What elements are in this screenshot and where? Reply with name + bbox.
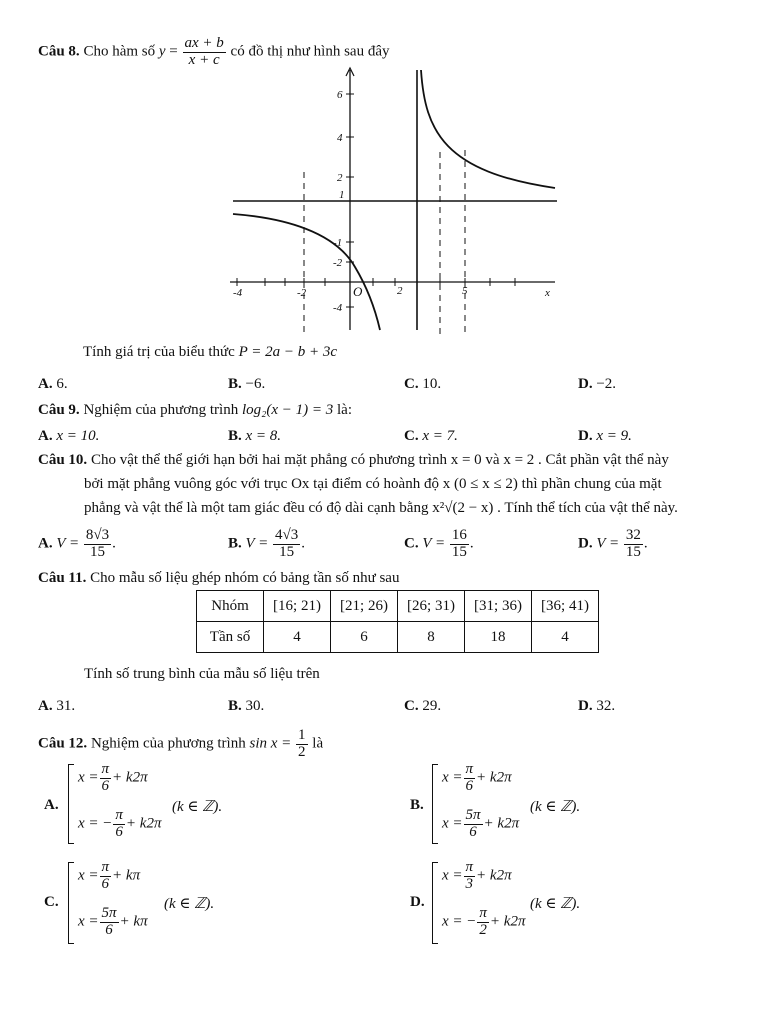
q11-option-c[interactable]: C. 29. — [404, 698, 442, 714]
q8-num: ax + b — [184, 35, 224, 51]
y-label-neg1: -1 — [333, 237, 343, 249]
q8-fraction — [183, 36, 226, 69]
q10-text1: Cho vật thể thể giới hạn bởi hai mặt phẳng có phương trình x = 0 và x = 2 . Cắt phần vật thể này — [90, 452, 669, 468]
q12-text: Nghiệm của phương trình — [90, 735, 246, 752]
q11-text: Cho mẫu số liệu ghép nhóm có bảng tần số như sau — [90, 570, 400, 586]
q8-prompt — [83, 344, 337, 361]
q8-option-a[interactable]: A. 6. — [38, 376, 68, 392]
q11-option-a[interactable]: A. 31. — [38, 698, 76, 714]
graph-branch-left — [233, 214, 380, 330]
q12-label: Câu 12. — [38, 735, 88, 752]
q9-option-d[interactable]: D. x = 9. — [578, 428, 632, 444]
table-cell: [26; 31) — [398, 591, 465, 622]
table-cell: Tần số — [197, 622, 264, 653]
q12-expr: sin x = — [249, 735, 292, 752]
q12-suffix: là — [312, 735, 324, 752]
q8-eq: = — [169, 43, 178, 60]
q10-option-b[interactable]: B. V = $\frac{4√3}{15}$ . — [228, 527, 306, 560]
table-cell: [16; 21) — [264, 591, 331, 622]
q8-den: x + c — [188, 51, 220, 68]
table-cell: 8 — [398, 622, 465, 653]
q9-text: Nghiệm của phương trình — [83, 402, 239, 418]
y-label-4: 4 — [337, 132, 343, 144]
q10-line1 — [38, 452, 669, 469]
q11-stem — [38, 570, 399, 587]
y-label-6: 6 — [337, 89, 343, 101]
x-label-neg2: -2 — [297, 287, 307, 299]
q9-option-a[interactable]: A. x = 10. — [38, 428, 100, 444]
q11-prompt: Tính số trung bình của mẫu số liệu trên — [84, 666, 320, 682]
table-cell: [36; 41) — [532, 591, 599, 622]
table-cell: [31; 36) — [465, 591, 532, 622]
y-label-1: 1 — [339, 189, 345, 201]
origin-label: O — [353, 284, 363, 299]
table-cell: [21; 26) — [331, 591, 398, 622]
q8-text1: Cho hàm số — [83, 43, 156, 60]
q10-option-d[interactable]: D. V = $\frac{32}{15}$ . — [578, 527, 648, 560]
q8-option-b[interactable]: B. −6. — [228, 376, 266, 392]
table-cell: 6 — [331, 622, 398, 653]
q12-stem: Câu 12. Nghiệm của phương trình sin x = $\frac{1}{2}$ là — [38, 727, 324, 760]
q11-option-d[interactable]: D. 32. — [578, 698, 616, 714]
q9-expr: log₂(x − 1) = 3 — [241, 402, 334, 418]
x-label-5: 5 — [462, 285, 468, 297]
q11-option-b[interactable]: B. 30. — [228, 698, 265, 714]
table-cell: 18 — [465, 622, 532, 653]
graph-branch-right — [421, 70, 555, 188]
table-row — [197, 591, 599, 622]
q8-graph — [225, 62, 565, 334]
q10-option-a[interactable]: A. V = $\frac{8√3}{15}$ . — [38, 527, 116, 560]
q9-suffix: là: — [337, 402, 353, 418]
table-cell: 4 — [264, 622, 331, 653]
x-label-2: 2 — [397, 285, 403, 297]
q8-prompt-expr: P = 2a − b + 3c — [238, 344, 338, 360]
table-cell: Nhóm — [197, 591, 264, 622]
y-label-neg2: -2 — [333, 257, 343, 269]
y-label-neg4: -4 — [333, 302, 343, 314]
q10-option-c[interactable]: C. V = $\frac{16}{15}$ . — [404, 527, 474, 560]
q9-option-c[interactable]: C. x = 7. — [404, 428, 458, 444]
table-row — [197, 622, 599, 653]
q11-label: Câu 11. — [38, 570, 87, 586]
x-label-neg4: -4 — [233, 287, 243, 299]
q10-line3: phẳng và vật thể là một tam giác đều có độ dài cạnh bằng x²√(2 − x) . Tính thể tích của vật thể này. — [84, 500, 678, 516]
q10-line2: bởi mặt phẳng vuông góc với trục Ox tại điểm có hoành độ x (0 ≤ x ≤ 2) thì phần chung của mặt — [84, 476, 662, 492]
q8-option-c[interactable]: C. 10. — [404, 376, 442, 392]
x-label-x: x — [545, 287, 550, 299]
table-cell: 4 — [532, 622, 599, 653]
q8-text2: có đồ thị như hình sau đây — [230, 43, 390, 60]
q8-y: y — [158, 43, 166, 60]
y-label-2: 2 — [337, 172, 343, 184]
q8-option-d[interactable]: D. −2. — [578, 376, 617, 392]
q11-frequency-table — [196, 590, 599, 653]
q8-label: Câu 8. — [38, 43, 80, 60]
q9-label: Câu 9. — [38, 402, 80, 418]
q8-prompt-text: Tính giá trị của biểu thức — [83, 344, 235, 360]
q10-label: Câu 10. — [38, 452, 88, 468]
q9-stem — [38, 402, 352, 419]
q9-option-b[interactable]: B. x = 8. — [228, 428, 282, 444]
